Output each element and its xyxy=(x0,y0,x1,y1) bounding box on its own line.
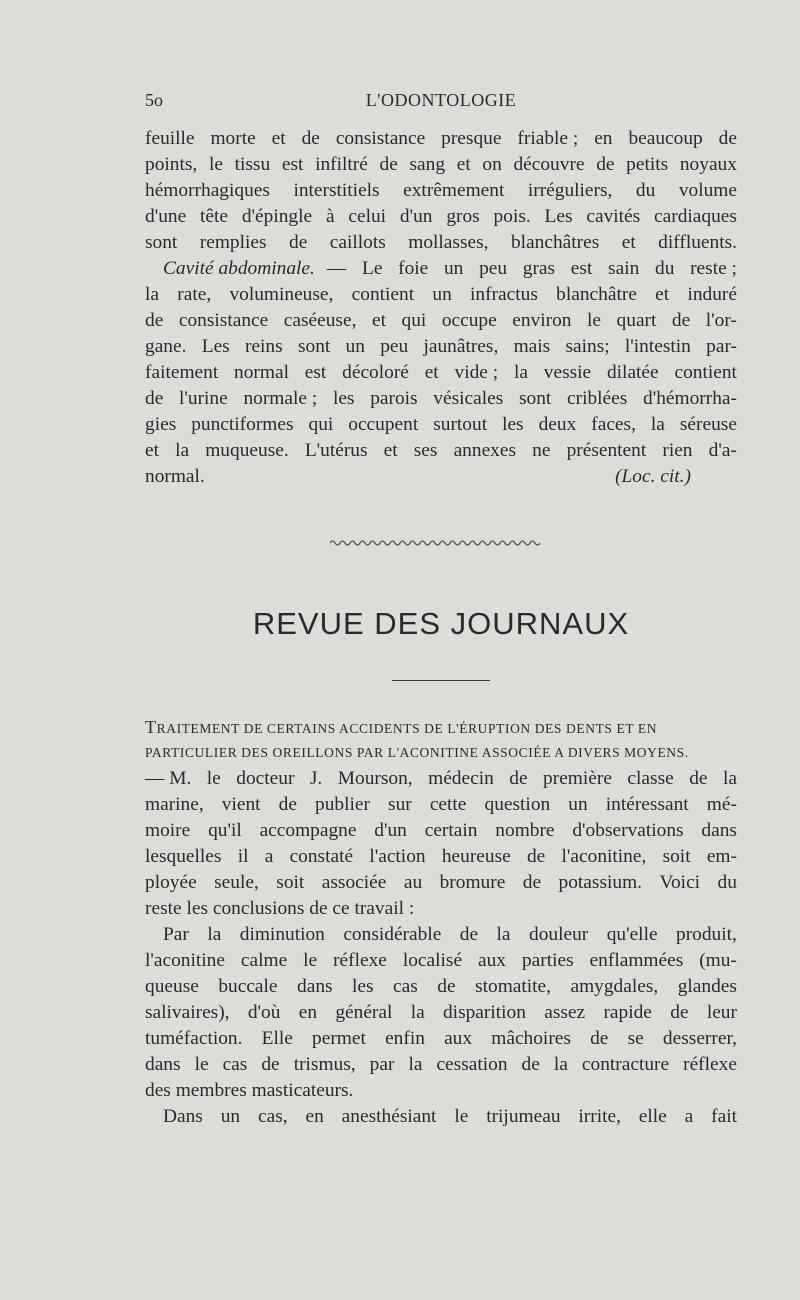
word: punctiformes xyxy=(191,414,294,435)
word: question xyxy=(484,794,551,815)
text-line xyxy=(145,334,737,360)
text-line xyxy=(145,126,737,152)
text-line: des membres masticateurs. xyxy=(145,1080,354,1101)
word: ployée xyxy=(145,872,197,893)
word: de xyxy=(689,768,708,789)
word: première xyxy=(543,768,612,789)
word: le xyxy=(194,1054,209,1075)
word: la xyxy=(650,414,665,435)
word: tissu xyxy=(234,154,271,175)
title-rule xyxy=(392,680,490,681)
word: fait xyxy=(711,1106,737,1127)
word: sur xyxy=(388,794,412,815)
word: annexes xyxy=(453,440,517,461)
word: surtout xyxy=(433,414,488,435)
word: de xyxy=(671,310,691,331)
text-line xyxy=(145,464,737,490)
word: sont xyxy=(145,232,178,253)
text-line xyxy=(145,360,737,386)
word: diminution xyxy=(239,924,325,945)
word: Le xyxy=(361,258,383,279)
word: parois xyxy=(370,388,418,409)
word: moire xyxy=(145,820,191,841)
word: classe xyxy=(627,768,674,789)
word: blanchâtre xyxy=(556,284,637,305)
word: vésicales xyxy=(433,388,504,409)
word: caillots xyxy=(329,232,386,253)
word: infractus xyxy=(470,284,538,305)
word: réflexe xyxy=(333,950,387,971)
word: du xyxy=(635,180,656,201)
word: reins xyxy=(244,336,283,357)
word: cas xyxy=(393,976,418,997)
word: et xyxy=(271,128,286,149)
word: J. xyxy=(309,768,323,789)
word: cette xyxy=(429,794,467,815)
word: tête xyxy=(200,206,229,227)
word: mâchoires xyxy=(491,1028,571,1049)
text-line xyxy=(145,766,737,792)
word: de xyxy=(521,1054,540,1075)
word: enflammées xyxy=(589,950,684,971)
word: remplies xyxy=(199,232,267,253)
word: et xyxy=(145,440,159,461)
heading-line xyxy=(145,740,743,766)
word: produit, xyxy=(676,924,737,945)
word: blanchâtres xyxy=(510,232,600,253)
word: occupent xyxy=(348,414,419,435)
word: calme xyxy=(240,950,288,971)
word: presque xyxy=(441,128,502,149)
word: salivaires), xyxy=(145,1002,230,1023)
word: Voici xyxy=(659,872,701,893)
word: feuille xyxy=(145,128,195,149)
word: contracture xyxy=(581,1054,670,1075)
word: qui xyxy=(401,310,427,331)
text-line xyxy=(145,204,737,230)
word: elle xyxy=(638,1106,667,1127)
text-line xyxy=(145,922,737,948)
word: certain xyxy=(424,820,478,841)
word: vessie xyxy=(543,362,592,383)
word: et xyxy=(456,154,471,175)
word: aux xyxy=(444,1028,473,1049)
word: interstitiels xyxy=(293,180,380,201)
page-header xyxy=(145,90,737,114)
word: faitement xyxy=(145,362,219,383)
word: par- xyxy=(706,336,737,357)
word: un xyxy=(432,284,452,305)
word: celui xyxy=(348,206,387,227)
word: desserrer, xyxy=(662,1028,737,1049)
word: rien xyxy=(662,440,693,461)
word: muqueuse. xyxy=(205,440,289,461)
word: buccale xyxy=(218,976,278,997)
text-line xyxy=(145,178,737,204)
word: — xyxy=(326,258,347,279)
word: normal xyxy=(234,362,289,383)
word: au xyxy=(403,872,423,893)
word: (mu- xyxy=(699,950,737,971)
text-line xyxy=(145,386,737,412)
text-line xyxy=(145,818,737,844)
word: l'aconitine xyxy=(145,950,225,971)
word: et xyxy=(655,284,670,305)
word: irréguliers, xyxy=(527,180,613,201)
word: de xyxy=(718,128,737,149)
section-title: REVUE DES JOURNAUX xyxy=(252,606,630,641)
word: présentent xyxy=(566,440,647,461)
word: morte xyxy=(210,128,256,149)
word: général xyxy=(335,1002,393,1023)
word: volumineuse, xyxy=(229,284,334,305)
word: diffluents. xyxy=(658,232,737,253)
word: queuse xyxy=(145,976,199,997)
word: les xyxy=(332,388,355,409)
word: peu xyxy=(380,336,409,357)
word: la xyxy=(513,362,528,383)
word: la xyxy=(408,1054,423,1075)
text-line xyxy=(145,1052,737,1078)
word: l'urine xyxy=(179,388,228,409)
word: cavités xyxy=(586,206,641,227)
word: douleur xyxy=(529,924,589,945)
word: ne xyxy=(532,440,551,461)
article-heading xyxy=(145,714,743,766)
word: soit xyxy=(276,872,305,893)
word: gies xyxy=(145,414,177,435)
word: les xyxy=(352,976,374,997)
text-line xyxy=(145,230,737,256)
text-line xyxy=(145,948,737,974)
word: de xyxy=(301,128,320,149)
word: l'intestin xyxy=(624,336,691,357)
word: quart xyxy=(616,310,657,331)
word: et xyxy=(371,310,386,331)
word: dans xyxy=(701,820,737,841)
text-line xyxy=(145,1104,737,1130)
word: stomatite, xyxy=(475,976,551,997)
word: en xyxy=(298,1002,318,1023)
word: friable ; xyxy=(517,128,579,149)
word: et xyxy=(424,362,439,383)
word: séreuse xyxy=(679,414,737,435)
word: on xyxy=(482,154,502,175)
word: trijumeau xyxy=(486,1106,561,1127)
word: Dans xyxy=(163,1106,203,1127)
word: rapide xyxy=(603,1002,652,1023)
word: qu'elle xyxy=(606,924,658,945)
word: a xyxy=(684,1106,694,1127)
word: extrêmement xyxy=(403,180,505,201)
word: la xyxy=(145,284,159,305)
word: le xyxy=(208,154,223,175)
word: qui xyxy=(308,414,334,435)
word: aux xyxy=(478,950,506,971)
cavite-label: Cavité abdominale. xyxy=(163,258,315,279)
word: d'épingle xyxy=(241,206,313,227)
word: par xyxy=(369,1054,395,1075)
word: qu'il xyxy=(208,820,242,841)
word: peu xyxy=(479,258,508,279)
word: il xyxy=(237,846,249,867)
word: vient xyxy=(221,794,261,815)
word: de xyxy=(670,1002,689,1023)
page-number: 5o xyxy=(145,90,163,110)
text-line xyxy=(145,870,737,896)
word: de xyxy=(437,976,456,997)
word: la xyxy=(496,924,511,945)
word: décoloré xyxy=(342,362,409,383)
word: contient xyxy=(351,284,415,305)
word: a xyxy=(264,846,274,867)
word: mollasses, xyxy=(408,232,489,253)
word: du xyxy=(655,258,675,279)
word: nombre xyxy=(495,820,555,841)
word: dans xyxy=(297,976,333,997)
word: de xyxy=(379,154,398,175)
word: de xyxy=(526,846,546,867)
word: de xyxy=(145,310,164,331)
word: sont xyxy=(518,388,552,409)
word: cas xyxy=(222,1054,248,1075)
word: noyaux xyxy=(679,154,737,175)
word: assez xyxy=(544,1002,586,1023)
heading-text: RAITEMENT DE CERTAINS ACCIDENTS DE L'ÉRUPTION DES DENTS ET EN xyxy=(156,721,658,736)
word: en xyxy=(594,128,613,149)
word: le xyxy=(206,768,221,789)
word: criblées xyxy=(567,388,628,409)
word: de xyxy=(145,388,164,409)
word: vide ; xyxy=(454,362,499,383)
word: et xyxy=(621,232,636,253)
text-line xyxy=(145,1026,737,1052)
word: de xyxy=(590,1028,609,1049)
word: hémorrhagiques xyxy=(145,180,270,201)
word: constaté xyxy=(289,846,354,867)
word: Les xyxy=(201,336,230,357)
word: pois. xyxy=(493,206,531,227)
word: l'aconitine, xyxy=(561,846,647,867)
word: rate, xyxy=(177,284,212,305)
heading-initial: T xyxy=(145,717,157,737)
word: Mourson, xyxy=(337,768,413,789)
heading-line xyxy=(145,714,743,740)
word: un xyxy=(568,794,588,815)
text-line-rest xyxy=(327,256,737,282)
paragraph-conclusions xyxy=(145,922,737,1104)
word: anesthésiant xyxy=(341,1106,437,1127)
word: est xyxy=(304,362,327,383)
word: marine, xyxy=(145,794,204,815)
running-title: L'ODONTOLOGIE xyxy=(365,90,517,110)
word: d'hémorrha- xyxy=(643,388,737,409)
word: lesquelles xyxy=(145,846,222,867)
heading-text: PARTICULIER DES OREILLONS PAR L'ACONITINE ASSOCIÉE A DIVERS MOYENS. xyxy=(145,745,689,760)
word: beaucoup xyxy=(628,128,703,149)
word: glandes xyxy=(677,976,737,997)
text-line xyxy=(145,974,737,1000)
word: occupe xyxy=(441,310,497,331)
word: consistance xyxy=(178,310,269,331)
word: contient xyxy=(674,362,737,383)
word: em- xyxy=(706,846,737,867)
word: se xyxy=(627,1028,644,1049)
word: normale ; xyxy=(243,388,318,409)
word: de xyxy=(289,232,308,253)
word: localisé xyxy=(402,950,463,971)
word: le xyxy=(587,310,602,331)
word: mais xyxy=(513,336,551,357)
word: sont xyxy=(297,336,331,357)
word: d'un xyxy=(374,820,407,841)
word: en xyxy=(305,1106,324,1127)
word: ses xyxy=(413,440,438,461)
word: accompagne xyxy=(259,820,357,841)
word: publier xyxy=(315,794,370,815)
word: et xyxy=(383,440,398,461)
text-line xyxy=(145,844,737,870)
paragraph-autopsy xyxy=(145,126,737,256)
word: reste ; xyxy=(690,258,737,279)
word: d'a- xyxy=(708,440,737,461)
word: d'observations xyxy=(572,820,684,841)
word: environ xyxy=(512,310,572,331)
word: sains; xyxy=(565,336,610,357)
word: de xyxy=(278,794,297,815)
word: cessation xyxy=(436,1054,508,1075)
word: la xyxy=(207,924,222,945)
word: est xyxy=(570,258,593,279)
word: le xyxy=(303,950,318,971)
word: de xyxy=(522,872,542,893)
word: intéressant xyxy=(605,794,689,815)
word: faces, xyxy=(591,414,636,435)
word: gros xyxy=(446,206,480,227)
word: volume xyxy=(678,180,737,201)
word: dans xyxy=(145,1054,181,1075)
word: enfin xyxy=(385,1028,425,1049)
wavy-divider xyxy=(330,536,540,550)
word: heureuse xyxy=(441,846,511,867)
word: Elle xyxy=(261,1028,293,1049)
word: petits xyxy=(626,154,669,175)
word: infiltré xyxy=(315,154,368,175)
word: de xyxy=(459,924,479,945)
word: les xyxy=(502,414,524,435)
word: médecin xyxy=(428,768,494,789)
word: — M. xyxy=(145,768,192,789)
word: jaunâtres, xyxy=(423,336,499,357)
word: foie xyxy=(398,258,429,279)
text-line xyxy=(145,152,737,178)
word: un xyxy=(345,336,365,357)
paragraph-trijumeau xyxy=(145,1104,737,1130)
word: gane. xyxy=(145,336,187,357)
word: dilatée xyxy=(606,362,659,383)
word: la xyxy=(722,768,737,789)
citation: (Loc. cit.) xyxy=(615,466,691,487)
word: trismus, xyxy=(293,1054,356,1075)
word: d'une xyxy=(145,206,187,227)
word: associée xyxy=(321,872,387,893)
word: cardiaques xyxy=(654,206,737,227)
word: sang xyxy=(409,154,446,175)
word: tuméfaction. xyxy=(145,1028,243,1049)
text-line: reste les conclusions de ce travail : xyxy=(145,898,415,919)
word: d'un xyxy=(399,206,433,227)
word: est xyxy=(281,154,304,175)
word: découvre xyxy=(513,154,585,175)
word: du xyxy=(717,872,737,893)
word: L'utérus xyxy=(304,440,368,461)
paragraph-mourson xyxy=(145,766,737,922)
word: l'action xyxy=(369,846,426,867)
word: induré xyxy=(687,284,737,305)
word: réflexe xyxy=(683,1054,737,1075)
word: de xyxy=(261,1054,280,1075)
text-line xyxy=(145,308,737,334)
word: disparition xyxy=(442,1002,526,1023)
word: considérable xyxy=(343,924,442,945)
word: bromure xyxy=(439,872,506,893)
word: irrite, xyxy=(578,1106,621,1127)
text-line xyxy=(145,256,737,282)
word: de xyxy=(509,768,528,789)
word: docteur xyxy=(236,768,295,789)
word: d'où xyxy=(247,1002,281,1023)
text-line xyxy=(145,438,737,464)
word: permet xyxy=(312,1028,366,1049)
word: le xyxy=(454,1106,469,1127)
word: Par xyxy=(163,924,189,945)
word: à xyxy=(325,206,335,227)
word: un xyxy=(220,1106,241,1127)
text-line xyxy=(145,412,737,438)
word: la xyxy=(175,440,190,461)
last-word: normal. xyxy=(145,466,205,487)
word: mé- xyxy=(706,794,737,815)
word: sain xyxy=(608,258,640,279)
word: l'or- xyxy=(705,310,737,331)
word: consistance xyxy=(335,128,426,149)
word: la xyxy=(410,1002,425,1023)
word: cas, xyxy=(258,1106,288,1127)
word: gras xyxy=(522,258,556,279)
word: deux xyxy=(538,414,577,435)
word: la xyxy=(553,1054,568,1075)
word: caséeuse, xyxy=(283,310,357,331)
word: de xyxy=(596,154,615,175)
word: points, xyxy=(145,154,198,175)
word: Les xyxy=(544,206,573,227)
word: amygdales, xyxy=(570,976,659,997)
text-line xyxy=(145,282,737,308)
word: potassium. xyxy=(558,872,643,893)
word: un xyxy=(443,258,464,279)
word: soit xyxy=(662,846,691,867)
word: parties xyxy=(521,950,574,971)
paragraph-cavite-abdominale xyxy=(145,256,737,490)
word: seule, xyxy=(214,872,259,893)
text-line xyxy=(145,1000,737,1026)
text-line xyxy=(145,792,737,818)
word: leur xyxy=(706,1002,737,1023)
